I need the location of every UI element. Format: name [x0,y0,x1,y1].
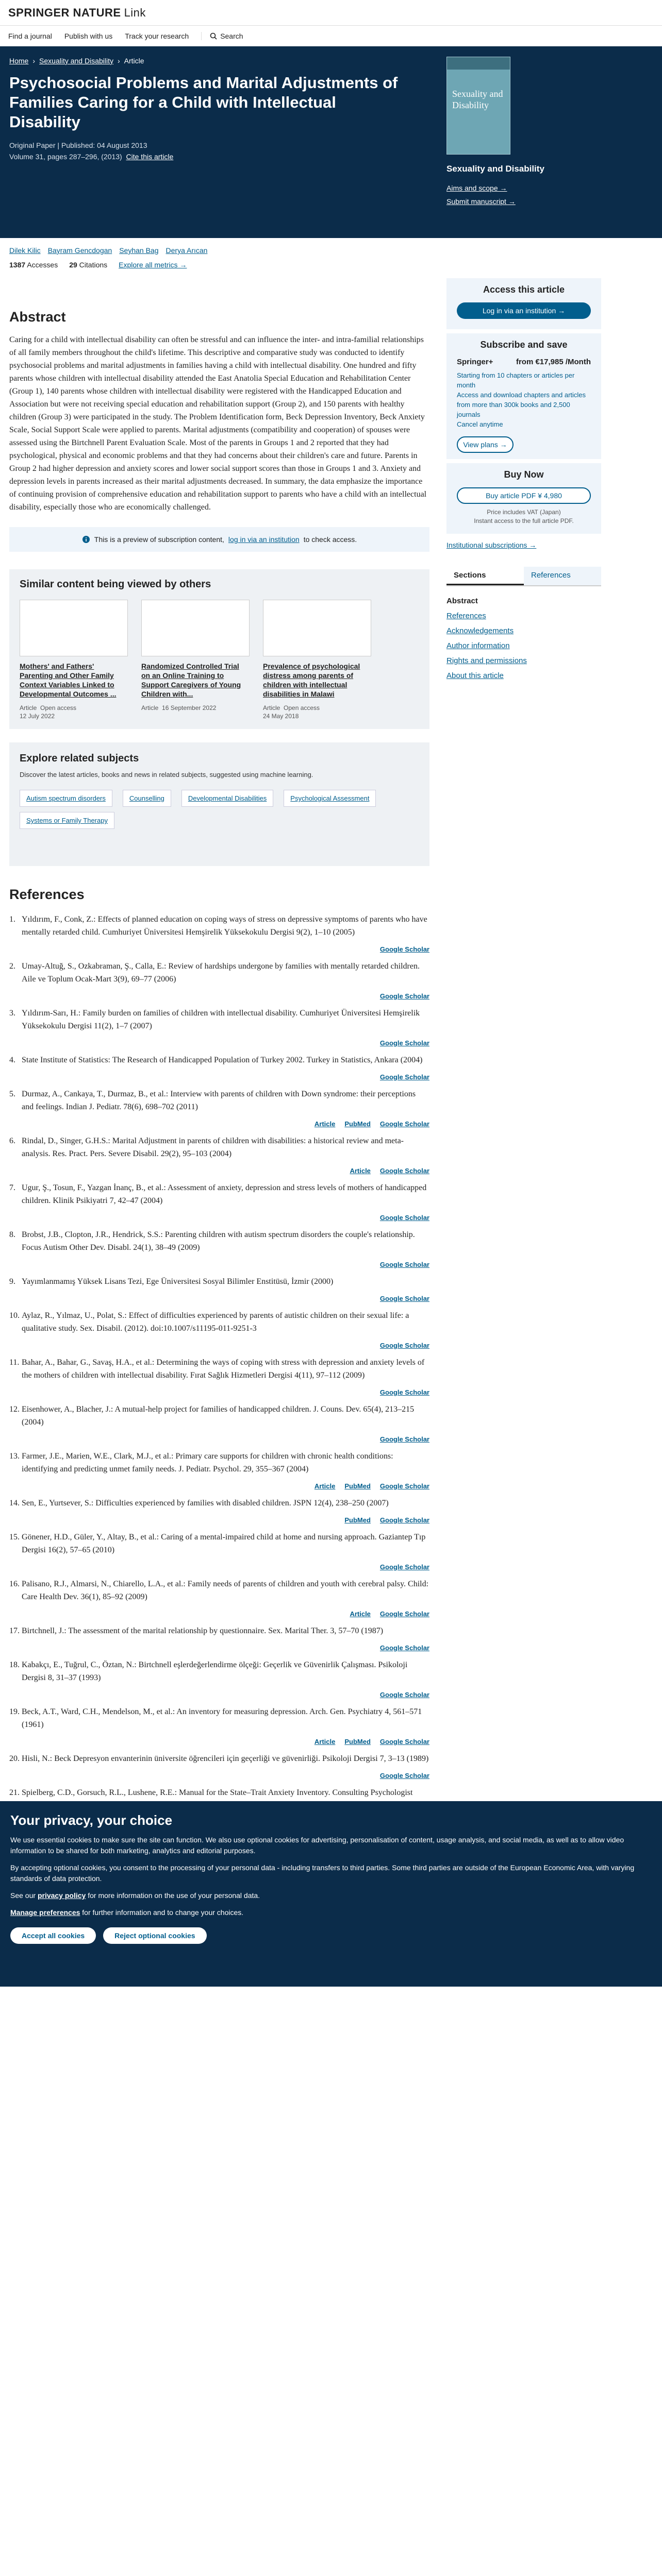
reference-links [22,1480,429,1493]
reference-item [9,1497,429,1527]
access-heading: Access this article [483,284,565,295]
reference-item [9,1007,429,1049]
reference-item [9,1450,429,1493]
reference-text: Farmer, J.E., Marien, W.E., Clark, M.J., et al.: Primary care supports for children with chronic health conditions: identifying and predicting unmet family needs. J. Pediatr. Psychol. 29, 355–367 (2004) [22,1452,393,1473]
search-button[interactable]: Search [201,32,243,40]
subject-tag[interactable]: Autism spectrum disorders [20,790,112,807]
reference-text: Umay-Altuğ, S., Ozkabraman, Ş., Calla, E.: Review of hardships undergone by families with mentally retarded children. Aile ve Toplum Ocak-Mart 3(9), 69–77 (2006) [22,962,420,984]
plan-name: Springer+ [457,358,493,366]
similar-heading: Similar content being viewed by others [20,579,211,590]
reference-number: 13. [9,1452,20,1461]
section-link[interactable]: About this article [446,671,504,680]
google-scholar-link[interactable]: Google Scholar [379,1214,429,1222]
article-title: Psychosocial Problems and Marital Adjustments of Families Caring for a Child with Intellectual Disability [9,74,398,131]
reference-links [22,1037,429,1049]
info-icon [82,535,90,544]
article-link[interactable]: Article [314,1482,336,1490]
reference-number: 2. [9,962,15,971]
reference-text: Spielberg, C.D., Gorsuch, R.L., Lushene, R.E.: Manual for the State–Trait Anxiety Inventory. Consulting Psychologist [22,1788,413,1797]
similar-card-meta: Article Open access 24 May 2018 [263,704,320,720]
reference-number: 19. [9,1707,20,1716]
view-plans-button[interactable]: View plans → [457,436,514,453]
similar-card-meta: Article Open access 12 July 2022 [20,704,77,720]
similar-card[interactable] [263,600,371,720]
article-link[interactable]: Article [350,1167,371,1175]
related-subjects [9,742,429,866]
cookie-text: We use essential cookies to make sure the site can function. We also use optional cookies for advertising, personalisation of content, usage analysis, and social media, as well as to allow video information to be shared for both marketing, analytics and editorial purposes. [10,1836,624,1855]
reference-text: Yıldırım, F., Conk, Z.: Effects of planned education on coping ways of stress on depressive symptoms of parents who have mentally retarded child. Cumhuriyet Üniversitesi Hemşirelik Yüksekokulu Dergisi 9(2), 1–10 (2005) [22,915,427,937]
similar-card[interactable] [20,600,128,720]
reference-links [22,1339,429,1352]
reference-text: Rindal, D., Singer, G.H.S.: Marital Adjustment in parents of children with disabilities: a historical review and meta-analysis. Res. Pract. Pers. Severe Disabil. 29(2), 95–103 (2004) [22,1137,404,1158]
accept-cookies-button[interactable]: Accept all cookies [10,1927,96,1944]
journal-links [446,181,516,208]
breadcrumb-article: Article [124,57,144,65]
google-scholar-link[interactable]: Google Scholar [379,1516,429,1524]
breadcrumb-home[interactable]: Home [9,57,29,65]
section-link[interactable]: Rights and permissions [446,656,527,665]
google-scholar-link[interactable]: Google Scholar [379,1610,429,1618]
similar-card[interactable] [141,600,250,720]
references-heading: References [9,887,85,902]
reference-item [9,1088,429,1130]
reference-links [22,1641,429,1654]
reference-item [9,1054,429,1083]
journal-name[interactable]: Sexuality and Disability [446,164,544,174]
reference-links [22,990,429,1003]
related-heading: Explore related subjects [20,753,139,764]
reference-links [22,1735,429,1748]
google-scholar-link[interactable]: Google Scholar [379,1261,429,1268]
reference-number: 20. [9,1754,20,1763]
reference-text: Aylaz, R., Yılmaz, U., Polat, S.: Effect of difficulties experienced by parents of autistic children on their sexual life: a qualitative study. Sex. Disabil. (2012). doi:10.1007/s11195-011-9251-3 [22,1311,409,1333]
cookie-text: By accepting optional cookies, you consent to the processing of your personal data - including transfers to third parties. Some third parties are outside of the European Economic Area, with varying standards of data protection. [10,1863,635,1883]
section-link[interactable]: Abstract [446,597,478,605]
institutional-subscriptions-link[interactable]: Institutional subscriptions → [446,541,537,549]
manage-preferences-link[interactable]: Manage preferences [10,1908,80,1917]
reference-links [22,1688,429,1701]
reference-links [22,1769,429,1782]
reference-item [9,1309,429,1352]
reference-links [22,1386,429,1399]
reference-links [22,1258,429,1271]
journal-cover-title: Sexuality and Disability [452,89,503,110]
abstract-heading: Abstract [9,309,66,325]
reference-list [9,913,429,1829]
reference-text: Beck, A.T., Ward, C.H., Mendelson, M., et al.: An inventory for measuring depression. Arch. Gen. Psychiatry 4, 561–571 (1961) [22,1707,422,1729]
reference-text: Sen, E., Yurtsever, S.: Difficulties experienced by families with disabled children. JSPN 12(4), 238–250 (2007) [22,1499,389,1507]
similar-content [9,569,429,729]
reference-item [9,1403,429,1446]
reference-item [9,1705,429,1748]
cookie-heading: Your privacy, your choice [10,1812,173,1828]
tab-sections[interactable]: Sections [446,567,524,585]
reference-links [22,1433,429,1446]
journal-cover[interactable] [446,57,510,155]
reference-number: 18. [9,1660,20,1669]
buy-note: Price includes VAT (Japan) Instant access to the full article PDF. [474,509,574,524]
reference-links [22,1561,429,1573]
nav-find-journal[interactable]: Find a journal [8,31,52,40]
institution-login-link[interactable]: log in via an institution [228,535,300,544]
reference-number: 7. [9,1183,15,1192]
reference-links [22,1607,429,1620]
reference-text: Palisano, R.J., Almarsi, N., Chiarello, L.A., et al.: Family needs of parents of children and youth with cerebral palsy. Child: Care Health Dev. 36(1), 85–92 (2009) [22,1580,429,1601]
buy-pdf-button[interactable]: Buy article PDF ¥ 4,980 [457,487,591,504]
cookie-text: See our privacy policy for more information on the use of your personal data. [10,1891,260,1900]
reference-number: 14. [9,1499,20,1507]
reference-item [9,1624,429,1654]
reference-number: 11. [9,1358,20,1367]
abstract-text: Caring for a child with intellectual disability can often be stressful and can influence the inter- and intra-familial relationships of all family members throughout the child's lifetime. This descriptive and comparative study was conducted to identify psychosocial problems and marital adjustments in families having a child with intellectual disability. One hundred and fifty parents whose children with intellectual disability attended the East Anatolia Special Education and Rehabilitation Center (Group 1), 140 parents whose children with intellectual disability were registered with the Handicapped Education and Association but were not receiving special education and rehabilitation support (Group 2), and 150 parents with healthy children (Group 3) were participated in the study. The Problem Identification form, Beck Depression Inventory, Beck Anxiety Scale, Social Support Scale were applied to parents. Marital adjustments (compatibility and cooperation) of spouses were assessed using the Birtchnell Parent Evaluation Scale. Most of the parents in Groups 1 and 2 reported that they had psychological, physical and economic problems and that they had concerns about their children's care and future. Parents in Group 2 had higher depression and anxiety scores and lower social support scores than those in Groups 1 and 3. Anxiety and depression levels in parents increased as their marital adjustments decreased. In summary, the data emphasize the importance of continuing provision of comprehensive education and rehabilitation support to parents who have a child with an intellectual disability, especially those who are economically challenged. [9,335,427,512]
reference-text: Brobst, J.B., Clopton, J.R., Hendrick, S.S.: Parenting children with autism spectrum disorders the couple's relationship. Focus Autism Other Dev. Disabl. 24(1), 38–49 (2009) [22,1230,415,1252]
google-scholar-link[interactable]: Google Scholar [379,1167,429,1175]
reference-number: 4. [9,1056,15,1064]
aims-scope-link[interactable]: Aims and scope → [446,184,507,192]
plan-feature: Cancel anytime [457,420,503,428]
google-scholar-link[interactable]: Google Scholar [379,1295,429,1302]
reference-number: 5. [9,1090,15,1098]
reject-cookies-button[interactable]: Reject optional cookies [103,1927,206,1944]
reference-number: 15. [9,1533,20,1541]
reference-item [9,1752,429,1782]
similar-card-title[interactable]: Prevalence of psychological distress among parents of children with intellectual disabilities in Malawi [263,662,360,698]
article-link[interactable]: Article [314,1120,336,1128]
springer-nature-logo[interactable]: SPRINGER NATURE Link [8,6,146,19]
google-scholar-link[interactable]: Google Scholar [379,945,429,953]
article-thumbnail [263,600,371,656]
chevron-right-icon: › [32,57,36,65]
section-link[interactable]: Acknowledgements [446,626,514,635]
chevron-right-icon: › [118,57,120,65]
sections-tabs [446,567,601,586]
reference-item [9,1275,429,1305]
sub-navigation [0,26,662,46]
reference-item [9,1181,429,1224]
article-type-date: Original Paper | Published: 04 August 2013 [9,141,147,149]
reference-item [9,1658,429,1701]
section-nav [446,594,601,683]
author-link[interactable]: Seyhan Bag [119,246,159,255]
sidebar [446,278,601,683]
privacy-policy-link[interactable]: privacy policy [37,1891,86,1900]
author-link[interactable]: Dilek Kilic [9,246,41,255]
reference-number: 8. [9,1230,15,1239]
cookie-banner [0,1801,662,1987]
tab-references[interactable]: References [524,567,601,585]
reference-number: 1. [9,915,15,924]
reference-links [22,1211,429,1224]
breadcrumb-journal[interactable]: Sexuality and Disability [39,57,113,65]
accesses-count: 1387 Accesses [9,261,58,269]
login-institution-button[interactable]: Log in via an institution → [457,302,591,319]
reference-links [22,943,429,956]
reference-number: 12. [9,1405,20,1414]
author-list [9,246,653,255]
google-scholar-link[interactable]: Google Scholar [379,1738,429,1745]
volume-info: Volume 31, pages 287–296, (2013) Cite this article [9,152,174,161]
nav-track-research[interactable]: Track your research [125,31,189,40]
cookie-text: Manage preferences for further information and to change your choices. [10,1908,244,1917]
google-scholar-link[interactable]: Google Scholar [379,1342,429,1349]
search-icon [210,32,217,40]
pubmed-link[interactable]: PubMed [344,1516,371,1524]
reference-text: Gönener, H.D., Güler, Y., Altay, B., et al.: Caring of a mental-impaired child at home and nursing approach. Gaziantep Tıp Dergisi 16(2), 57–65 (2010) [22,1533,426,1554]
section-link[interactable]: References [446,612,486,620]
google-scholar-link[interactable]: Google Scholar [379,1388,429,1396]
subscribe-heading: Subscribe and save [480,340,568,350]
reference-text: Bahar, A., Bahar, G., Savaş, H.A., et al.: Determining the ways of coping with stress with depression and anxiety levels of the mothers of children with intellectual disability. Fırat Sağlık Hizmetleri Dergisi 4(11), 97–112 (2009) [22,1358,425,1380]
reference-item [9,1356,429,1399]
reference-links [22,1071,429,1083]
reference-item [9,913,429,956]
reference-item [9,960,429,1003]
google-scholar-link[interactable]: Google Scholar [379,1563,429,1571]
google-scholar-link[interactable]: Google Scholar [379,1482,429,1490]
reference-number: 16. [9,1580,20,1588]
plan-features [457,370,591,429]
nav-publish[interactable]: Publish with us [64,31,113,40]
google-scholar-link[interactable]: Google Scholar [379,1435,429,1443]
section-link[interactable]: Author information [446,641,510,650]
reference-links [22,1117,429,1130]
reference-item [9,1531,429,1573]
plan-row [457,358,591,366]
reference-number: 9. [9,1277,15,1286]
reference-number: 17. [9,1626,20,1635]
reference-item [9,1134,429,1177]
explore-metrics-link[interactable]: Explore all metrics → [119,261,187,269]
google-scholar-link[interactable]: Google Scholar [379,1039,429,1047]
pubmed-link[interactable]: PubMed [344,1738,371,1745]
reference-number: 3. [9,1009,15,1018]
subject-tag[interactable]: Systems or Family Therapy [20,812,114,829]
plan-feature: Access and download chapters and articles from more than 300k books and 2,500 journals [457,391,586,418]
cite-link[interactable]: Cite this article [126,152,174,161]
reference-links [22,1514,429,1527]
google-scholar-link[interactable]: Google Scholar [379,1644,429,1652]
reference-item [9,1228,429,1271]
reference-text: Durmaz, A., Cankaya, T., Durmaz, B., et al.: Interview with parents of children with Down syndrome: their perceptions and feelings. Indian J. Pediatr. 78(6), 698–702 (2011) [22,1090,416,1111]
top-bar [0,0,662,26]
google-scholar-link[interactable]: Google Scholar [379,992,429,1000]
author-link[interactable]: Bayram Gencdogan [47,246,112,255]
subject-tag[interactable]: Developmental Disabilities [181,790,273,807]
article-thumbnail [141,600,250,656]
reference-text: State Institute of Statistics: The Research of Handicapped Population of Turkey 2002. Turkey in Statistics, Ankara (2004) [22,1056,423,1064]
buy-box [446,463,601,534]
author-bar [0,238,662,269]
article-link[interactable]: Article [314,1738,336,1745]
reference-number: 21. [9,1788,20,1797]
subject-tag[interactable]: Counselling [123,790,171,807]
reference-text: Yayımlanmamış Yüksek Lisans Tezi, Ege Üniversitesi Sosyal Bilimler Enstitüsü, İzmir (2000) [22,1277,334,1286]
reference-text: Yıldırım-Sarı, H.: Family burden on families of children with intellectual disability. Cumhuriyet Üniversitesi Hemşirelik Yüksekokulu Dergisi 11(2), 1–7 (2007) [22,1009,420,1030]
similar-card-title[interactable]: Mothers' and Fathers' Parenting and Other Family Context Variables Linked to Developmental Outcomes ... [20,662,117,698]
plan-price: from €17,985 /Month [516,358,591,366]
google-scholar-link[interactable]: Google Scholar [379,1691,429,1699]
subject-tag[interactable]: Psychological Assessment [284,790,376,807]
main-content [9,309,429,1833]
reference-text: Birtchnell, J.: The assessment of the marital relationship by questionnaire. Sex. Marital Ther. 3, 57–70 (1987) [22,1626,384,1635]
article-header [0,46,662,238]
article-thumbnail [20,600,128,656]
similar-card-title[interactable]: Randomized Controlled Trial on an Online Training to Support Caregivers of Young Children with... [141,662,241,698]
google-scholar-link[interactable]: Google Scholar [379,1120,429,1128]
reference-text: Eisenhower, A., Blacher, J.: A mutual-help project for families of handicapped children. J. Couns. Dev. 65(4), 213–215 (2004) [22,1405,415,1427]
reference-text: Kabakçı, E., Tuğrul, C., Öztan, N.: Birtchnell eşlerdeğerlendirme ölçeği: Geçerlik ve Güvenirlik Çalışması. Psikoloji Dergisi 8, 31–37 (1993) [22,1660,408,1682]
reference-number: 10. [9,1311,20,1320]
plan-feature: Starting from 10 chapters or articles per month [457,371,575,389]
article-link[interactable]: Article [350,1610,371,1618]
preview-notice: This is a preview of subscription content, log in via an institution to check access. [9,527,429,552]
reference-links [22,1164,429,1177]
reference-text: Ugur, Ş., Tosun, F., Yazgan İnanç, B., et al.: Assessment of anxiety, depression and stress levels of mothers of handicapped children. Klinik Psikiyatri 7, 42–47 (2004) [22,1183,427,1205]
reference-number: 6. [9,1137,15,1145]
citations-count: 29 Citations [69,261,108,269]
access-box [446,278,601,329]
pubmed-link[interactable]: PubMed [344,1120,371,1128]
breadcrumb [9,57,650,65]
reference-item [9,1578,429,1620]
reference-links [22,1292,429,1305]
pubmed-link[interactable]: PubMed [344,1482,371,1490]
google-scholar-link[interactable]: Google Scholar [379,1073,429,1081]
reference-text: Hisli, N.: Beck Depresyon envanterinin üniversite öğrencileri için geçerliği ve güvenirliği. Psikoloji Dergisi 7, 3–13 (1989) [22,1754,429,1763]
google-scholar-link[interactable]: Google Scholar [379,1772,429,1780]
subscribe-box [446,333,601,459]
metrics-row [9,261,653,269]
buy-heading: Buy Now [504,469,544,480]
related-description: Discover the latest articles, books and news in related subjects, suggested using machine learning. [20,771,313,778]
submit-manuscript-link[interactable]: Submit manuscript → [446,197,516,206]
similar-card-meta: Article 16 September 2022 [141,704,217,711]
author-link[interactable]: Derya Arıcan [166,246,208,255]
